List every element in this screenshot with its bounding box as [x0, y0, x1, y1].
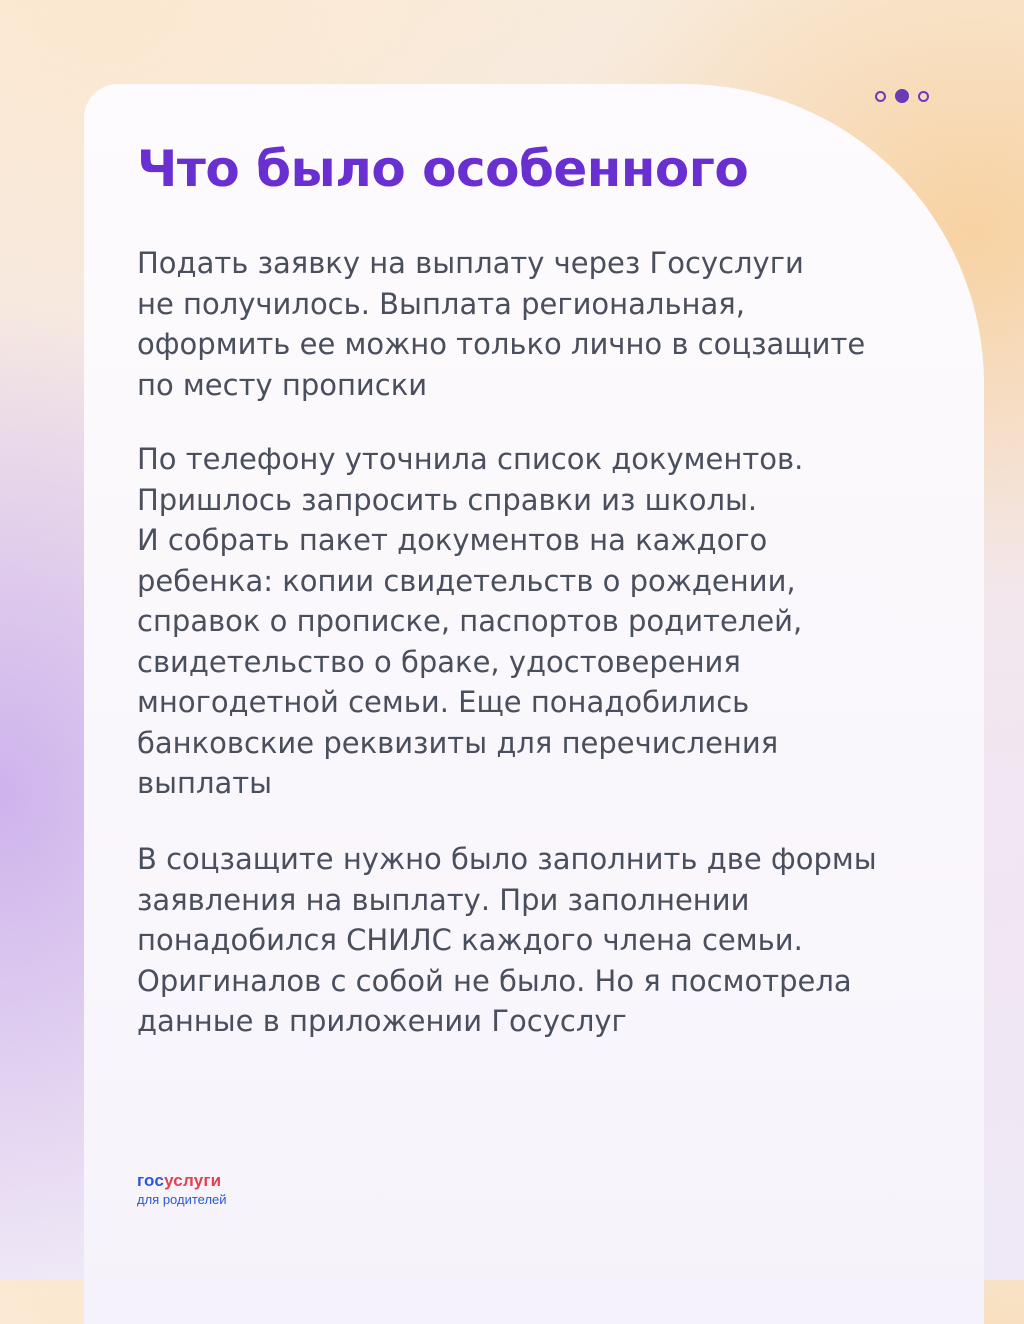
paragraph-line: выплаты	[137, 766, 273, 800]
logo-wordmark-part-b: услуги	[164, 1171, 222, 1190]
paragraph-line: по месту прописки	[137, 367, 428, 402]
pager-dot-active[interactable]	[895, 89, 909, 103]
paragraph-line: свидетельство о браке, удостоверения	[137, 644, 741, 679]
paragraph-line: Подать заявку на выплату через Госуслуги	[137, 246, 804, 280]
paragraph-line: И собрать пакет документов на каждого	[137, 523, 768, 557]
paragraph-forms	[137, 839, 877, 1042]
logo-subtitle: для родителей	[137, 1192, 227, 1207]
paragraph-line: не получилось. Выплата региональная,	[137, 286, 745, 321]
logo-wordmark	[137, 1171, 227, 1191]
paragraph-documents	[137, 439, 803, 804]
paragraph-line: По телефону уточнила список документов.	[137, 442, 804, 476]
pager-dot[interactable]	[918, 91, 929, 102]
pager-dot[interactable]	[875, 91, 886, 102]
page-title: Что было особенного	[137, 140, 749, 198]
logo-wordmark-part-a: гос	[137, 1171, 165, 1190]
paragraph-line: многодетной семьи. Еще понадобились	[137, 685, 750, 719]
paragraph-line: данные в приложении Госуслуг	[137, 1004, 627, 1038]
paragraph-line: ребенка: копии свидетельств о рождении,	[137, 563, 796, 598]
paragraph-line: справок о прописке, паспортов родителей,	[137, 604, 803, 638]
paragraph-application	[137, 243, 865, 405]
paragraph-line: понадобился СНИЛС каждого члена семьи.	[137, 923, 803, 957]
slide-pager	[875, 89, 929, 103]
paragraph-line: В соцзащите нужно было заполнить две формы	[137, 842, 877, 876]
paragraph-line: оформить ее можно только лично в соцзащите	[137, 327, 866, 361]
paragraph-line: банковские реквизиты для перечисления	[137, 725, 779, 760]
paragraph-line: Пришлось запросить справки из школы.	[137, 482, 758, 517]
paragraph-line: Оригиналов с собой не было. Но я посмотрела	[137, 963, 852, 998]
paragraph-line: заявления на выплату. При заполнении	[137, 882, 750, 917]
gosuslugi-logo	[137, 1171, 227, 1208]
